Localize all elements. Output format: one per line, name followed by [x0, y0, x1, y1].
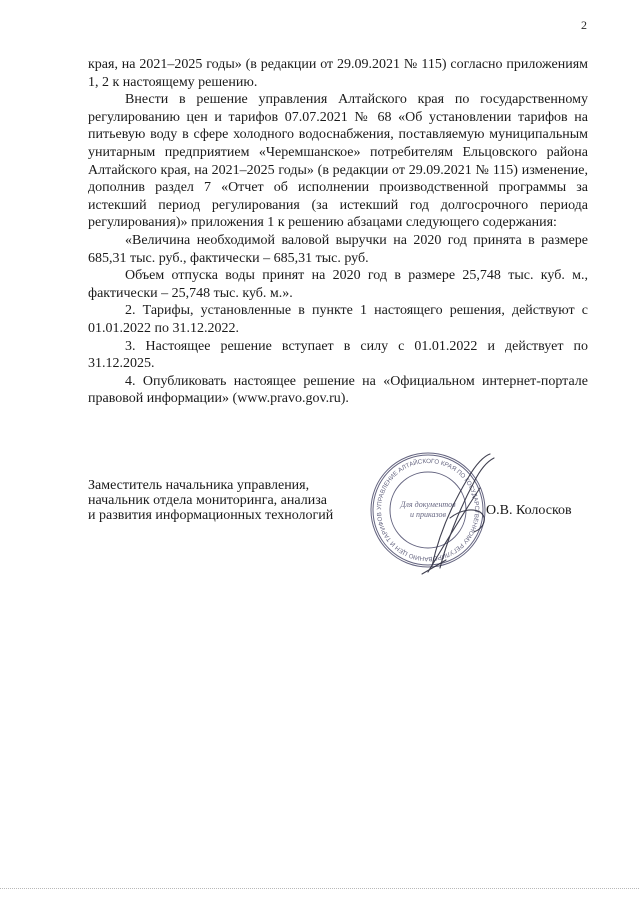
- stamp-center-text: Для документов: [400, 500, 456, 509]
- page-bottom-edge: [0, 888, 639, 890]
- paragraph-1: края, на 2021–2025 годы» (в редакции от 29.09.2021 № 115) согласно приложениям 1, 2 к настоящему решению.: [88, 57, 588, 90]
- paragraph-2: Внести в решение управления Алтайского края по государственному регулированию цен и тарифов 07.07.2021 № 68 «Об установлении тарифов на питьевую воду в сфере холодного водоснабжения, поставляемую муниципальным унитарным предприятием «Черемшанское» потребителям Ельцовского района Алтайского края, на 2021–2025 годы» (в редакции от 29.09.2021 № 115) изменение, дополнив раздел 7 «Отчет об исполнении производственной программы за истекший период регулирования (за истекший год долгосрочного периода регулирования)» приложения 1 к решению абзацами следующего содержания:: [88, 92, 588, 231]
- signer-position-line: начальник отдела мониторинга, анализа: [88, 493, 327, 508]
- signer-name: О.В. Колосков: [486, 503, 572, 518]
- signer-position-line: Заместитель начальника управления,: [88, 478, 310, 493]
- paragraph-4: Объем отпуска воды принят на 2020 год в размере 25,748 тыс. куб. м., фактически – 25,748 тыс. куб. м.».: [88, 268, 588, 301]
- stamp-center-text: и приказов: [409, 510, 447, 519]
- paragraph-3: «Величина необходимой валовой выручки на 2020 год принята в размере 685,31 тыс. руб., фактически – 685,31 тыс. руб.: [88, 232, 588, 266]
- paragraph-7: 4. Опубликовать настоящее решение на «Официальном интернет-портале правовой информации» (www.pravo.gov.ru).: [88, 373, 588, 407]
- paragraph-5: 2. Тарифы, установленные в пункте 1 настоящего решения, действуют с 01.01.2022 по 31.12.2022.: [88, 303, 588, 336]
- document-body: [88, 56, 588, 408]
- paragraph-6: 3. Настоящее решение вступает в силу с 01.01.2022 и действует по 31.12.2025.: [88, 338, 588, 372]
- stamp-ring-text: УПРАВЛЕНИЕ АЛТАЙСКОГО КРАЯ ПО ГОСУДАРСТВЕННОМУ РЕГУЛИРОВАНИЮ ЦЕН И ТАРИФОВ: [375, 457, 481, 563]
- signer-position-line: и развития информационных технологий: [88, 508, 334, 523]
- signer-position: [88, 478, 333, 523]
- page-number: 2: [581, 18, 587, 32]
